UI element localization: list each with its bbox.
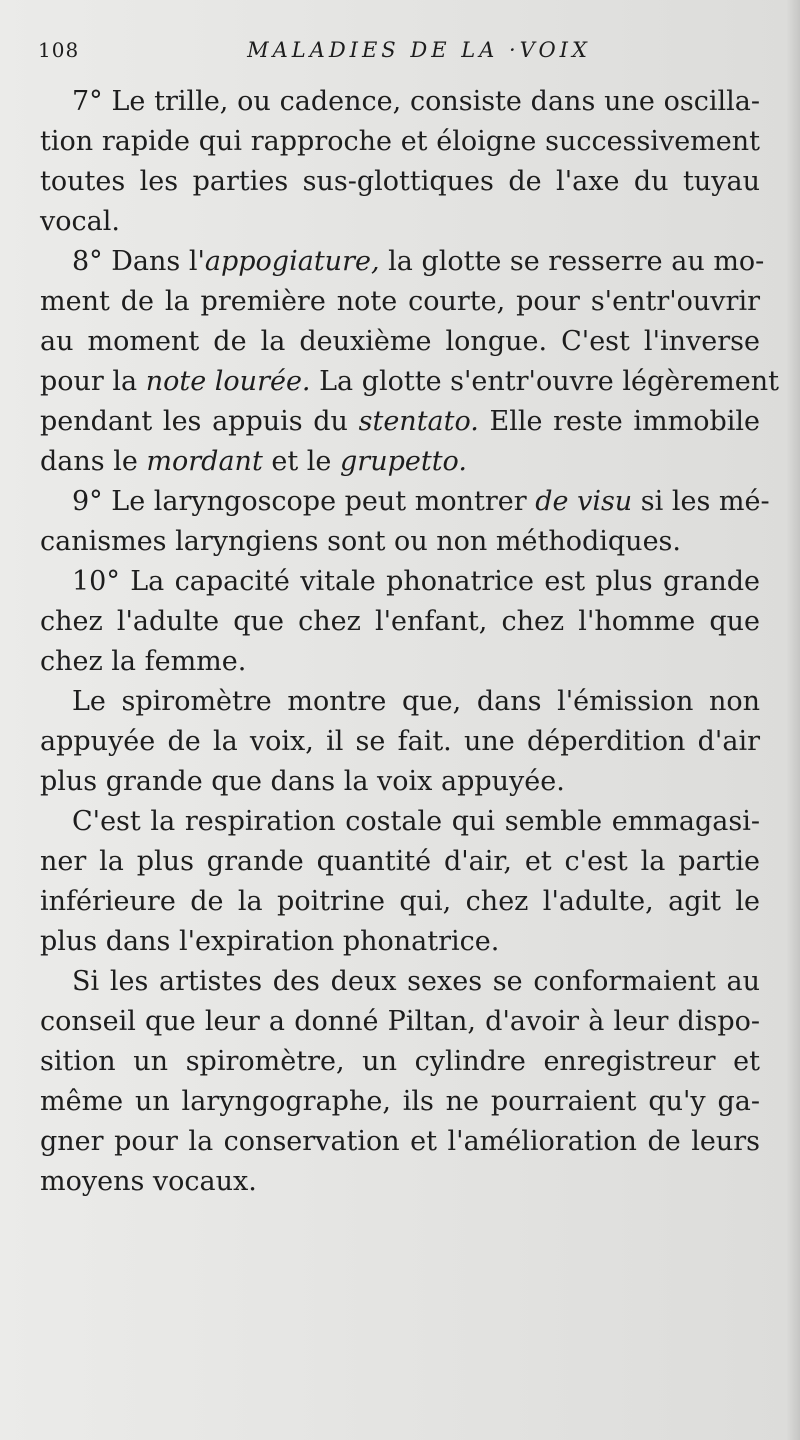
text-line: 7° Le trille, ou cadence, consiste dans une oscilla- [72,86,760,117]
text-line: Si les artistes des deux sexes se conformaient au [72,966,760,997]
text-line: Le spiromètre montre que, dans l'émission non [72,686,760,717]
text-run: pour la [40,366,146,397]
italic-term: mordant [146,446,263,477]
text-run: la glotte se resserre au mo- [379,246,765,277]
text-line: inférieure de la poitrine qui, chez l'adulte, agit le [40,886,760,917]
running-title: MALADIES DE LA ·VOIX [247,38,591,62]
text-run: Elle reste immobile [478,406,761,437]
italic-term: appogiature, [204,246,380,277]
text-line: moyens vocaux. [40,1166,257,1197]
text-line: appuyée de la voix, il se fait. une déperdition d'air [40,726,760,757]
text-line: ner la plus grande quantité d'air, et c'est la partie [40,846,760,877]
paragraph-7 [40,82,760,242]
italic-term: stentato. [358,406,479,437]
text-run: et le [262,446,340,477]
text-run: pendant les appuis du [40,406,359,437]
text-line: ment de la première note courte, pour s'entr'ouvrir [40,286,760,317]
text-line: chez l'adulte que chez l'enfant, chez l'homme que [40,606,760,637]
italic-term: grupetto. [340,446,467,477]
paragraph-11 [40,682,760,802]
text-line [40,482,770,522]
text-line: 10° La capacité vitale phonatrice est plus grande [72,566,760,597]
paragraph-13 [40,962,760,1202]
text-line: au moment de la deuxième longue. C'est l'inverse [40,326,760,357]
italic-term: note lourée. [145,366,311,397]
paragraph-12 [40,802,760,962]
page-number: 108 [38,38,80,62]
paragraph-10 [40,562,760,682]
text-line [40,402,760,442]
text-run: 8° Dans l' [72,246,205,277]
text-line: plus grande que dans la voix appuyée. [40,766,565,797]
text-line [40,242,765,282]
text-run: La glotte s'entr'ouvre légèrement [310,366,779,397]
text-line: chez la femme. [40,646,247,677]
text-line: plus dans l'expiration phonatrice. [40,926,500,957]
text-line [40,442,760,482]
text-line: gner pour la conservation et l'amélioration de leurs [40,1126,760,1157]
paragraph-9 [40,482,770,562]
text-run: 9° Le laryngoscope peut montrer [72,486,536,517]
text-line: canismes laryngiens sont ou non méthodiques. [40,526,681,557]
text-line: tion rapide qui rapproche et éloigne successivement [40,126,760,157]
text-line: sition un spiromètre, un cylindre enregistreur et [40,1046,760,1077]
text-run: dans le [40,446,147,477]
page-edge-shadow [786,0,800,1440]
text-line: vocal. [40,206,120,237]
text-run: si les mé- [632,486,770,517]
text-line: même un laryngographe, ils ne pourraient qu'y ga- [40,1086,760,1117]
text-line: toutes les parties sus-glottiques de l'axe du tuyau [40,166,760,197]
body-text [40,82,779,1202]
page-header [38,38,760,68]
italic-term: de visu [535,486,633,517]
paragraph-8 [40,242,779,482]
text-line [40,362,779,402]
text-line: C'est la respiration costale qui semble emmagasi- [72,806,760,837]
text-line: conseil que leur a donné Piltan, d'avoir à leur dispo- [40,1006,760,1037]
